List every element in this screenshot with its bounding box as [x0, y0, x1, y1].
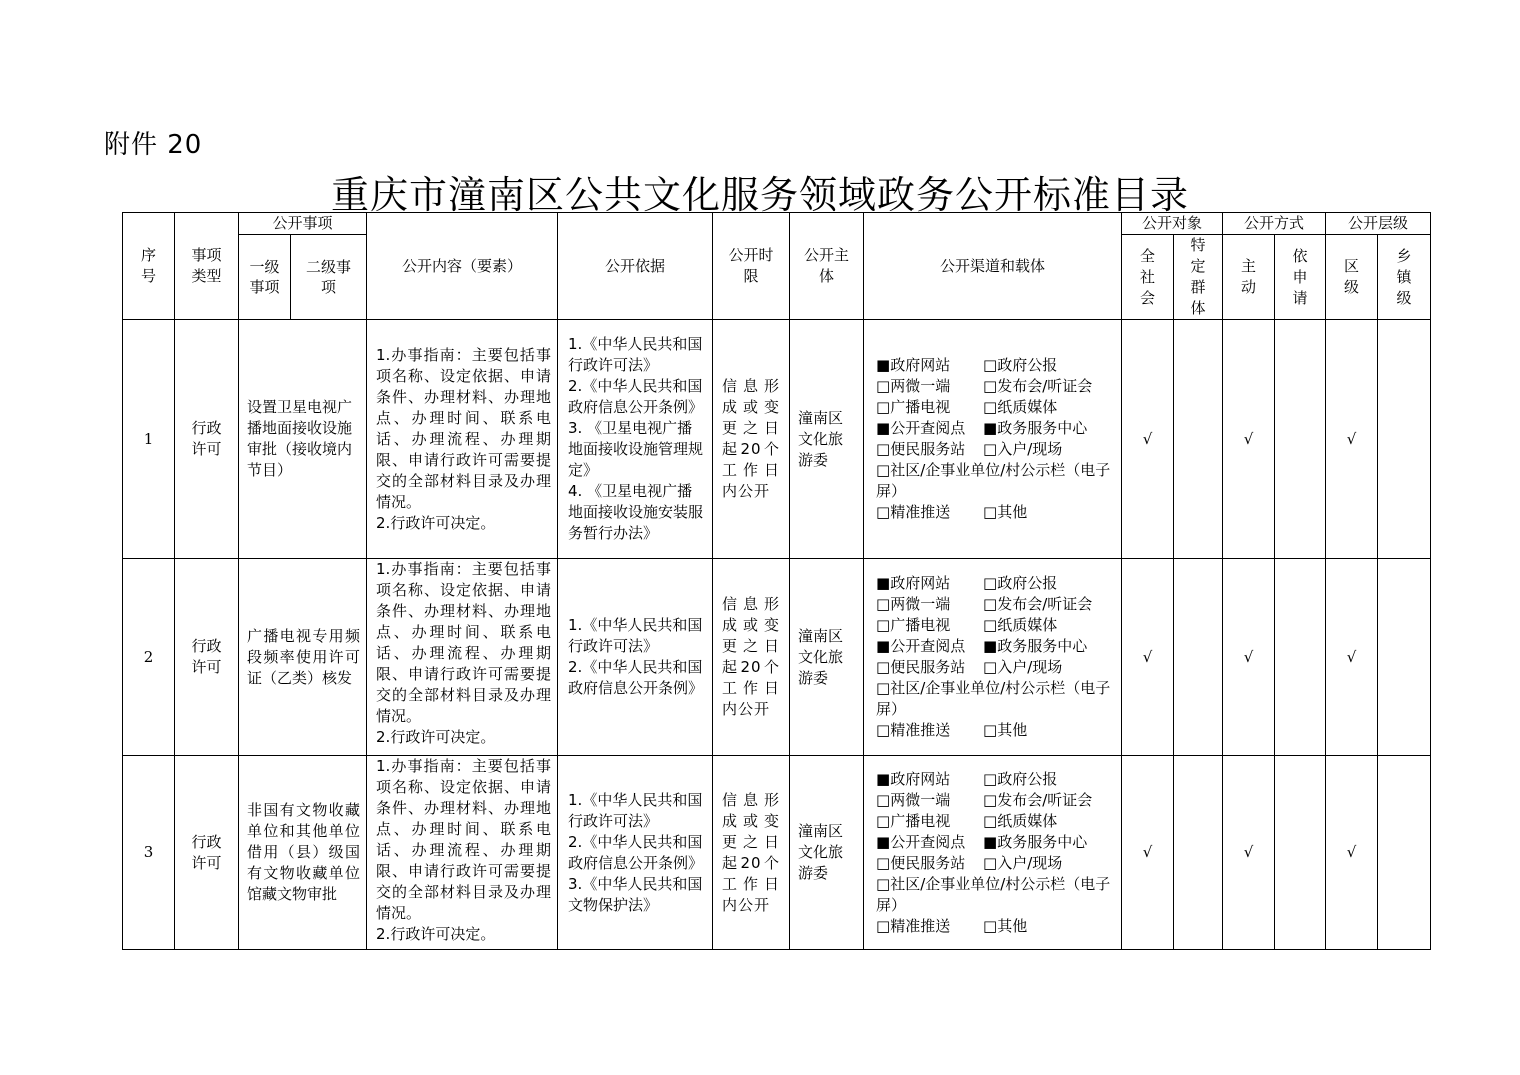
- row-seq: 2: [123, 559, 175, 756]
- row-type: 行政许可: [175, 559, 239, 756]
- row-item: 设置卫星电视广播地面接收设施审批（接收境内节目）: [239, 320, 367, 559]
- row-content: 1.办事指南：主要包括事项名称、设定依据、申请条件、办理材料、办理地点、办理时间、联系电话、办理流程、办理期限、申请行政许可需要提交的全部材料目录及办理情况。 2.行政许可决定。: [367, 320, 558, 559]
- row-district: √: [1326, 320, 1378, 559]
- row-subject: 潼南区文化旅游委: [790, 320, 864, 559]
- row-channels: ■政府网站 □政府公报 □两微一端 □发布会/听证会 □广播电视 □纸质媒体 ■公开查阅点 ■政务服务中心 □便民服务站 □入户/现场 □社区/企事业单位/村公示栏（电子屏） □精准推送 □其他: [864, 756, 1122, 950]
- row-type: 行政许可: [175, 320, 239, 559]
- row-town: [1378, 320, 1431, 559]
- row-specific-group: [1174, 756, 1223, 950]
- header-basis: 公开依据: [558, 213, 713, 320]
- row-town: [1378, 756, 1431, 950]
- table-row: [123, 320, 1431, 559]
- row-seq: 1: [123, 320, 175, 559]
- row-basis: 1.《中华人民共和国行政许可法》 2.《中华人民共和国政府信息公开条例》 3. 《卫星电视广播地面接收设施管理规定》 4. 《卫星电视广播地面接收设施安装服务暂行办法》: [558, 320, 713, 559]
- header-seq: 序号: [123, 213, 175, 320]
- header-channels: 公开渠道和载体: [864, 213, 1122, 320]
- row-specific-group: [1174, 559, 1223, 756]
- header-public-item: 公开事项: [239, 213, 367, 235]
- row-on-request: [1275, 320, 1326, 559]
- row-on-request: [1275, 756, 1326, 950]
- row-all-society: √: [1122, 756, 1174, 950]
- header-content: 公开内容（要素）: [367, 213, 558, 320]
- row-deadline: 信息形成或变更之日起20个工作日内公开: [713, 756, 790, 950]
- row-item: 广播电视专用频段频率使用许可证（乙类）核发: [239, 559, 367, 756]
- document-title: 重庆市潼南区公共文化服务领域政务公开标准目录: [330, 173, 1189, 217]
- header-level: 公开层级: [1326, 213, 1431, 235]
- row-district: √: [1326, 559, 1378, 756]
- row-basis: 1.《中华人民共和国行政许可法》 2.《中华人民共和国政府信息公开条例》 3.《中华人民共和国文物保护法》: [558, 756, 713, 950]
- header-level1: 一级事项: [239, 235, 291, 320]
- row-deadline: 信息形成或变更之日起20个工作日内公开: [713, 320, 790, 559]
- row-channels: ■政府网站 □政府公报 □两微一端 □发布会/听证会 □广播电视 □纸质媒体 ■公开查阅点 ■政务服务中心 □便民服务站 □入户/现场 □社区/企事业单位/村公示栏（电子屏） □精准推送 □其他: [864, 559, 1122, 756]
- header-level2: 二级事项: [291, 235, 367, 320]
- header-level-district: 区级: [1326, 235, 1378, 320]
- header-mode: 公开方式: [1223, 213, 1326, 235]
- header-subject: 公开主体: [790, 213, 864, 320]
- row-content: 1.办事指南：主要包括事项名称、设定依据、申请条件、办理材料、办理地点、办理时间、联系电话、办理流程、办理期限、申请行政许可需要提交的全部材料目录及办理情况。 2.行政许可决定。: [367, 756, 558, 950]
- header-mode-request: 依申请: [1275, 235, 1326, 320]
- header-mode-active: 主动: [1223, 235, 1275, 320]
- row-deadline: 信息形成或变更之日起20个工作日内公开: [713, 559, 790, 756]
- row-on-request: [1275, 559, 1326, 756]
- row-channels: ■政府网站 □政府公报 □两微一端 □发布会/听证会 □广播电视 □纸质媒体 ■公开查阅点 ■政务服务中心 □便民服务站 □入户/现场 □社区/企事业单位/村公示栏（电子屏） □精准推送 □其他: [864, 320, 1122, 559]
- row-specific-group: [1174, 320, 1223, 559]
- row-all-society: √: [1122, 559, 1174, 756]
- row-type: 行政许可: [175, 756, 239, 950]
- header-target-specific: 特定群体: [1174, 235, 1223, 320]
- row-subject: 潼南区文化旅游委: [790, 756, 864, 950]
- table-row: [123, 559, 1431, 756]
- row-basis: 1.《中华人民共和国行政许可法》 2.《中华人民共和国政府信息公开条例》: [558, 559, 713, 756]
- header-deadline: 公开时限: [713, 213, 790, 320]
- row-seq: 3: [123, 756, 175, 950]
- catalog-table: [122, 212, 1431, 950]
- row-subject: 潼南区文化旅游委: [790, 559, 864, 756]
- row-district: √: [1326, 756, 1378, 950]
- row-all-society: √: [1122, 320, 1174, 559]
- header-target: 公开对象: [1122, 213, 1223, 235]
- row-active: √: [1223, 559, 1275, 756]
- table-row: [123, 756, 1431, 950]
- row-content: 1.办事指南：主要包括事项名称、设定依据、申请条件、办理材料、办理地点、办理时间、联系电话、办理流程、办理期限、申请行政许可需要提交的全部材料目录及办理情况。 2.行政许可决定。: [367, 559, 558, 756]
- row-town: [1378, 559, 1431, 756]
- row-item: 非国有文物收藏单位和其他单位借用（县）级国有文物收藏单位馆藏文物审批: [239, 756, 367, 950]
- header-type: 事项类型: [175, 213, 239, 320]
- row-active: √: [1223, 320, 1275, 559]
- header-level-town: 乡镇级: [1378, 235, 1431, 320]
- header-target-all: 全社会: [1122, 235, 1174, 320]
- attachment-label: 附件 20: [104, 130, 203, 160]
- row-active: √: [1223, 756, 1275, 950]
